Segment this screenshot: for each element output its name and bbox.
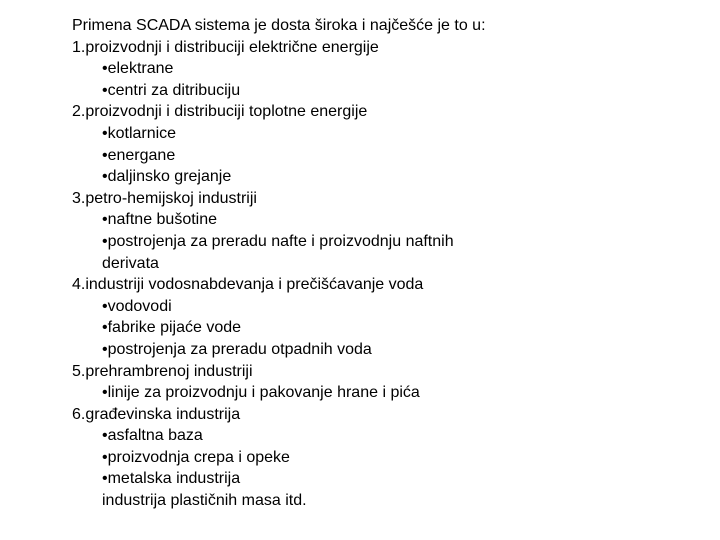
list-item: •postrojenja za preradu otpadnih voda — [102, 340, 372, 358]
list-item: •proizvodnja crepa i opeke — [102, 448, 290, 466]
section-heading: 4.industriji vodosnabdevanja i prečišćavanje voda — [72, 276, 424, 294]
intro-line: Primena SCADA sistema je dosta široka i najčešće je to u: — [72, 17, 486, 34]
list-item: •linije za proizvodnju i pakovanje hrane i pića — [102, 384, 420, 402]
section-heading: 3.petro-hemijskoj industriji — [72, 189, 257, 207]
section-heading: 6.građevinska industrija — [72, 405, 241, 423]
list-item-continuation: derivata — [102, 254, 159, 272]
section-heading: 1.proizvodnji i distribuciji električne energije — [72, 38, 379, 56]
list-item: •asfaltna baza — [102, 427, 203, 445]
list-item: •postrojenja za preradu nafte i proizvodnju naftnih — [102, 232, 454, 250]
list-item: •naftne bušotine — [102, 211, 218, 229]
list-item-continuation: industrija plastičnih masa itd. — [102, 492, 307, 510]
list-item: •fabrike pijaće vode — [102, 319, 242, 337]
list-item: •centri za ditribuciju — [102, 81, 241, 99]
list-item: •elektrane — [102, 60, 174, 78]
list-item: •energane — [102, 146, 176, 164]
list-item: •daljinsko grejanje — [102, 168, 232, 186]
section-heading: 2.proizvodnji i distribuciji toplotne energije — [72, 103, 368, 121]
list-item: •vodovodi — [102, 297, 172, 315]
list-item: •metalska industrija — [102, 470, 241, 488]
slide-text — [72, 15, 692, 512]
list-item: •kotlarnice — [102, 124, 177, 142]
section-heading: 5.prehrambrenoj industriji — [72, 362, 253, 380]
